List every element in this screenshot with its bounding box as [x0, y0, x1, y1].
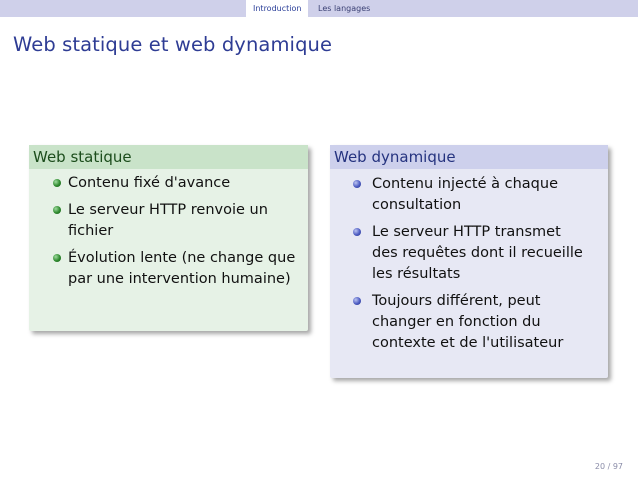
list-item-text: Contenu injecté à chaque consultation [372, 176, 558, 213]
nav-section-introduction[interactable]: Introduction [246, 0, 308, 17]
list-item-text: Contenu fixé d'avance [68, 175, 231, 191]
list-item [29, 248, 300, 290]
page-number: 20 / 97 [594, 462, 623, 471]
list-item [330, 174, 590, 216]
list-item-text: Toujours différent, peut changer en fonction du contexte et de l'utilisateur [372, 293, 564, 351]
bullet-icon [353, 297, 361, 305]
list-item [29, 200, 300, 242]
block-web-dynamique [330, 145, 608, 378]
list-web-statique [29, 169, 308, 290]
nav-section-les-langages[interactable]: Les langages [318, 4, 371, 13]
block-web-statique [29, 145, 308, 331]
list-web-dynamique [330, 169, 608, 354]
bullet-icon [353, 180, 361, 188]
block-title-web-dynamique: Web dynamique [330, 145, 608, 169]
list-item-text: Le serveur HTTP renvoie un fichier [68, 202, 268, 239]
list-item [330, 291, 590, 354]
bullet-icon [53, 206, 61, 214]
list-item-text: Le serveur HTTP transmet des requêtes dont il recueille les résultats [372, 224, 583, 282]
list-item [29, 173, 300, 194]
bullet-icon [353, 228, 361, 236]
slide-title: Web statique et web dynamique [13, 33, 333, 56]
list-item [330, 222, 590, 285]
block-title-web-statique: Web statique [29, 145, 308, 169]
bullet-icon [53, 179, 61, 187]
list-item-text: Évolution lente (ne change que par une intervention humaine) [68, 250, 296, 287]
section-navigation-bar [0, 0, 638, 17]
bullet-icon [53, 254, 61, 262]
